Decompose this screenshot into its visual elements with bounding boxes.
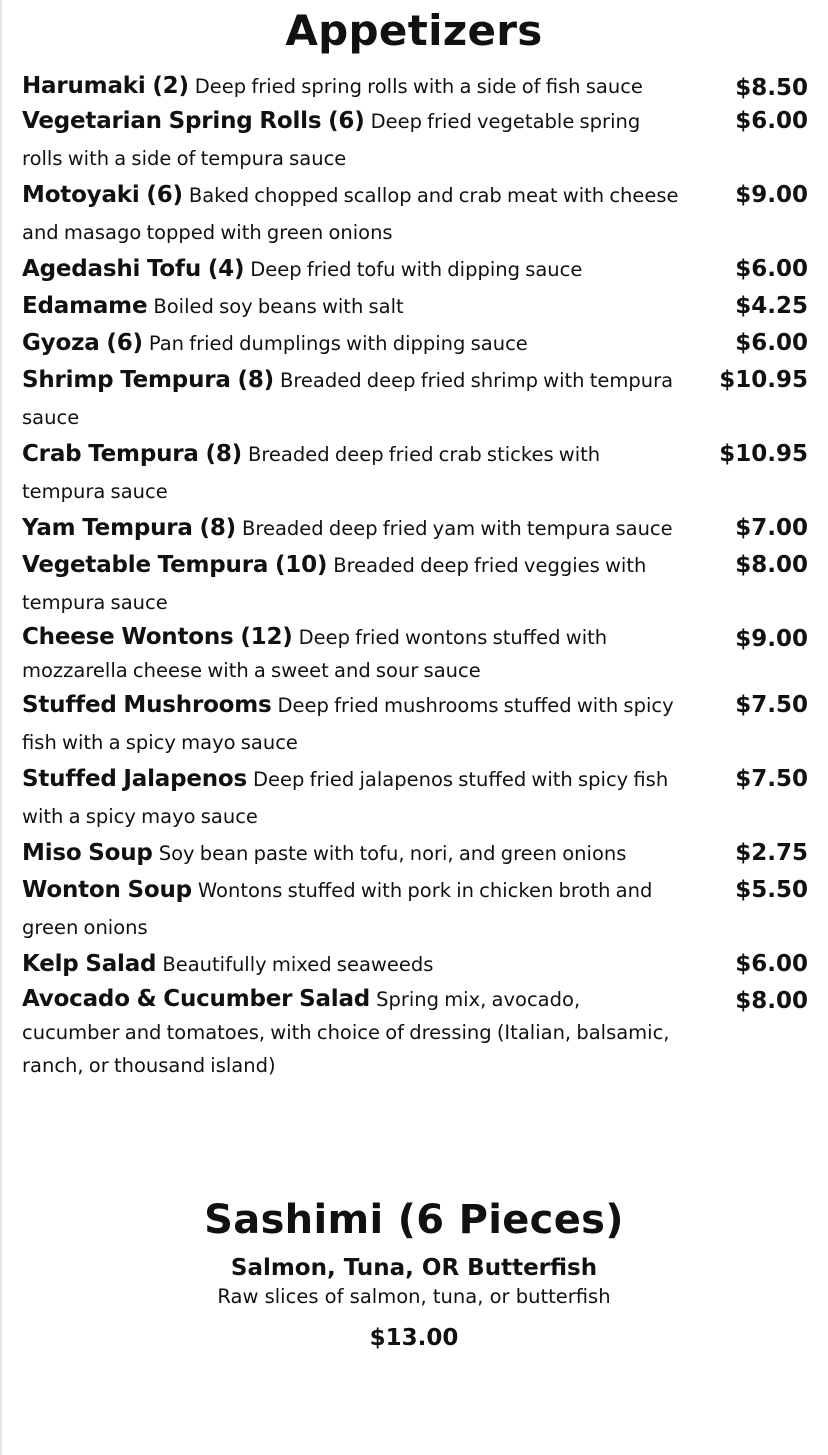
item-price: $2.75 <box>735 840 808 866</box>
item-price: $6.00 <box>735 256 808 282</box>
item-description: Wontons stuffed with pork in chicken broth and green onions <box>22 879 653 939</box>
menu-item-avocado-cucumber-salad <box>22 983 808 1082</box>
item-name: Motoyaki (6) <box>22 182 183 208</box>
sashimi-price: $13.00 <box>369 1325 459 1351</box>
item-description: Boiled soy beans with salt <box>153 295 404 318</box>
item-price: $10.95 <box>719 367 808 393</box>
item-price: $4.25 <box>735 293 808 319</box>
sashimi-description: Raw slices of salmon, tuna, or butterfish <box>217 1285 611 1308</box>
item-description: Breaded deep fried yam with tempura sauce <box>241 517 673 540</box>
item-description: Breaded deep fried veggies with tempura sauce <box>22 554 647 614</box>
menu-item-stuffed-jalapenos <box>22 761 808 835</box>
item-price: $8.50 <box>735 75 808 101</box>
menu-item-vegetable-tempura <box>22 547 808 621</box>
menu-item-vegetarian-spring-rolls <box>22 103 808 177</box>
menu-item-miso-soup <box>22 835 808 872</box>
item-name: Miso Soup <box>22 840 153 866</box>
item-name: Crab Tempura (8) <box>22 441 242 467</box>
item-price: $7.50 <box>735 766 808 792</box>
item-name: Kelp Salad <box>22 951 157 977</box>
item-price: $10.95 <box>719 441 808 467</box>
menu-item-stuffed-mushrooms <box>22 687 808 761</box>
item-description: Deep fried vegetable spring rolls with a side of tempura sauce <box>22 110 641 170</box>
item-description: Breaded deep fried shrimp with tempura sauce <box>22 369 674 429</box>
item-name: Vegetable Tempura (10) <box>22 552 328 578</box>
item-description: Deep fried spring rolls with a side of fish sauce <box>194 75 643 98</box>
item-description: Baked chopped scallop and crab meat with cheese and masago topped with green onions <box>22 184 679 244</box>
item-description: Deep fried tofu with dipping sauce <box>250 258 583 281</box>
item-price: $6.00 <box>735 330 808 356</box>
item-name: Stuffed Mushrooms <box>22 692 272 718</box>
item-description: Pan fried dumplings with dipping sauce <box>148 332 528 355</box>
sashimi-section <box>0 1195 828 1353</box>
item-name: Cheese Wontons (12) <box>22 624 293 650</box>
item-price: $6.00 <box>735 951 808 977</box>
menu-item-cheese-wontons <box>22 621 808 687</box>
item-price: $8.00 <box>735 988 808 1014</box>
appetizers-list <box>22 70 808 1082</box>
menu-item-kelp-salad <box>22 946 808 983</box>
item-description: Deep fried jalapenos stuffed with spicy fish with a spicy mayo sauce <box>22 768 669 828</box>
item-price: $5.50 <box>735 877 808 903</box>
item-name: Gyoza (6) <box>22 330 143 356</box>
item-description: Beautifully mixed seaweeds <box>162 953 434 976</box>
menu-item-harumaki <box>22 70 808 103</box>
item-price: $8.00 <box>735 552 808 578</box>
menu-item-crab-tempura <box>22 436 808 510</box>
item-name: Harumaki (2) <box>22 73 189 99</box>
item-price: $9.00 <box>735 182 808 208</box>
item-price: $9.00 <box>735 626 808 652</box>
item-description: Breaded deep fried crab stickes with tempura sauce <box>22 443 601 503</box>
menu-item-gyoza <box>22 325 808 362</box>
item-description: Spring mix, avocado, cucumber and tomatoes, with choice of dressing (Italian, balsamic, ranch, or thousand island) <box>22 988 670 1077</box>
menu-item-motoyaki <box>22 177 808 251</box>
menu-item-agedashi-tofu <box>22 251 808 288</box>
item-name: Avocado & Cucumber Salad <box>22 986 371 1012</box>
item-description: Deep fried wontons stuffed with mozzarella cheese with a sweet and sour sauce <box>22 626 608 682</box>
menu-item-yam-tempura <box>22 510 808 547</box>
item-price: $7.00 <box>735 515 808 541</box>
item-name: Edamame <box>22 293 148 319</box>
item-description: Deep fried mushrooms stuffed with spicy fish with a spicy mayo sauce <box>22 694 674 754</box>
item-name: Stuffed Jalapenos <box>22 766 248 792</box>
sashimi-title: Sashimi (6 Pieces) <box>204 1197 624 1243</box>
appetizers-title: Appetizers <box>285 6 543 55</box>
item-name: Agedashi Tofu (4) <box>22 256 245 282</box>
item-price: $7.50 <box>735 692 808 718</box>
menu-item-wonton-soup <box>22 872 808 946</box>
item-name: Wonton Soup <box>22 877 192 903</box>
menu-item-shrimp-tempura <box>22 362 808 436</box>
menu-item-edamame <box>22 288 808 325</box>
item-price: $6.00 <box>735 108 808 134</box>
item-name: Vegetarian Spring Rolls (6) <box>22 108 365 134</box>
sashimi-options: Salmon, Tuna, OR Butterfish <box>230 1255 598 1281</box>
item-description: Soy bean paste with tofu, nori, and green onions <box>158 842 627 865</box>
item-name: Yam Tempura (8) <box>22 515 236 541</box>
item-name: Shrimp Tempura (8) <box>22 367 274 393</box>
